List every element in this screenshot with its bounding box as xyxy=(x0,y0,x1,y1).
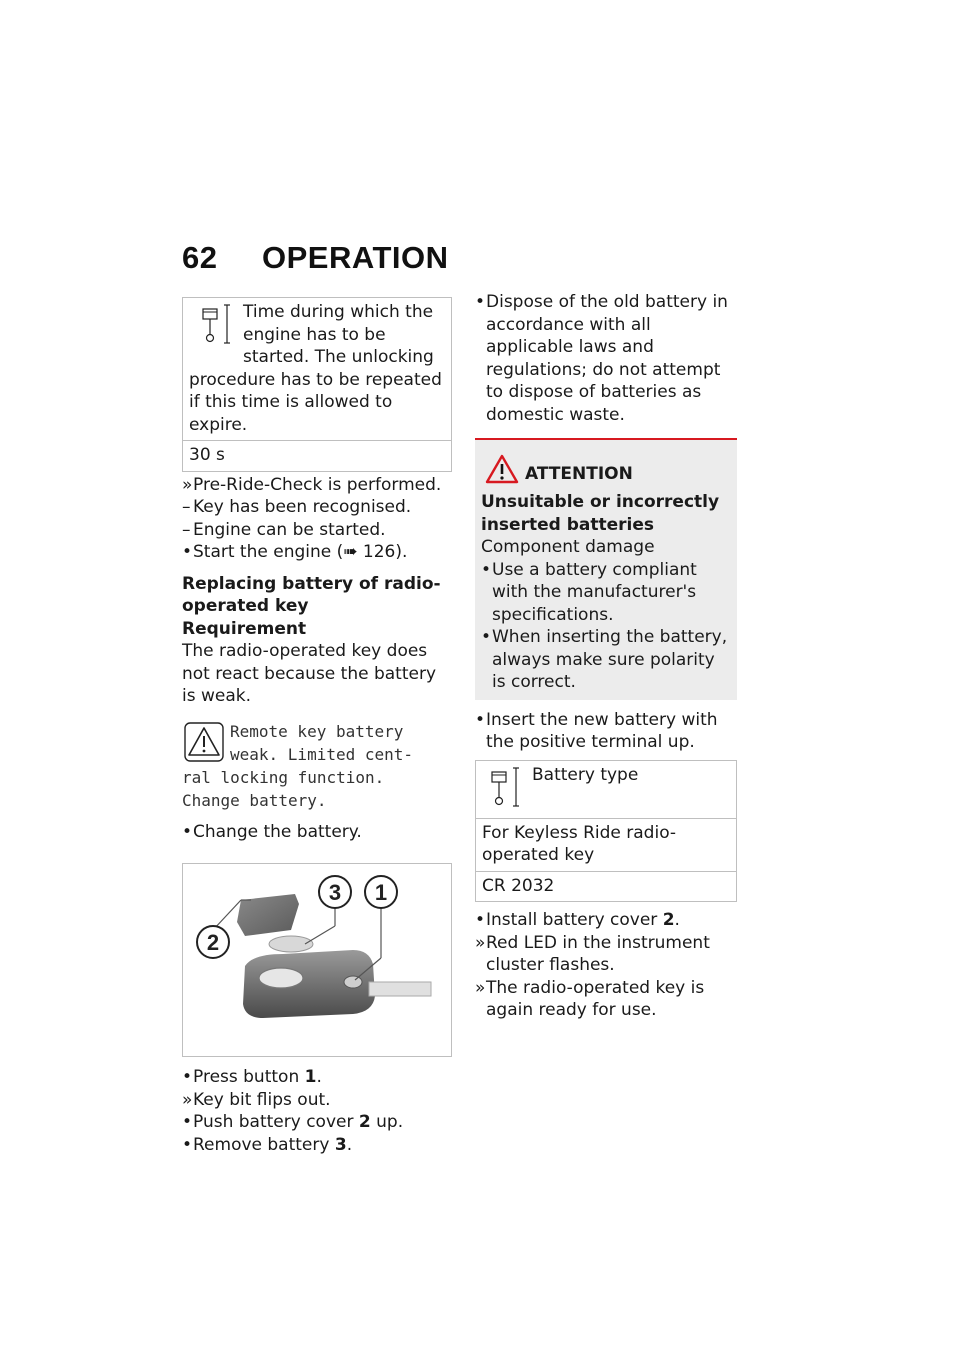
step-text: Key bit flips out. xyxy=(193,1089,331,1110)
step-marker: » xyxy=(475,977,486,998)
bullet-marker: • xyxy=(182,821,193,842)
requirement-text: The radio-operated key does not react because the battery is weak. xyxy=(182,641,437,706)
battery-table-header: Battery type xyxy=(532,764,639,785)
insert-battery-step xyxy=(475,709,737,754)
attention-item-text: When inserting the battery, always make sure polarity is correct. xyxy=(492,627,728,692)
step-text: Remove battery xyxy=(193,1134,335,1155)
step-marker: • xyxy=(182,1067,193,1087)
attention-title: Unsuitable or incorrectly inserted batteries xyxy=(481,492,720,535)
callout-1 xyxy=(365,876,397,908)
step-marker: » xyxy=(182,474,193,495)
remove-step-item xyxy=(182,1089,452,1112)
callout-line-2 xyxy=(213,900,241,930)
coin-battery-shape xyxy=(269,936,313,952)
attention-label: ATTENTION xyxy=(525,464,633,484)
callout-2 xyxy=(197,926,229,958)
battery-type-table xyxy=(475,760,737,903)
attention-item xyxy=(481,559,731,627)
step-text: Push battery cover xyxy=(193,1112,359,1132)
attention-consequence: Component damage xyxy=(481,537,655,557)
bullet-marker: • xyxy=(481,627,492,647)
release-button-shape xyxy=(344,976,362,988)
battery-table-value-cell xyxy=(476,871,736,902)
step-marker: • xyxy=(182,1112,193,1132)
bullet-marker: • xyxy=(475,709,486,730)
step-suffix: . xyxy=(674,910,680,930)
attention-header xyxy=(481,454,731,484)
dispose-text: Dispose of the old battery in accordance with all applicable laws and regulations; do not attempt to dispose of batteries as domestic waste. xyxy=(486,292,728,425)
display-message-line3: ral locking function. xyxy=(182,767,385,787)
step-suffix: . xyxy=(316,1067,322,1087)
spec-description: Time during which the engine has to be started. The unlocking procedure has to be repeated if this time is allowed to expire. xyxy=(189,302,442,435)
final-step-item xyxy=(475,977,737,1022)
step-text: Install battery cover xyxy=(486,910,663,930)
dispose-step xyxy=(475,291,737,426)
battery-table-row-value: CR 2032 xyxy=(482,875,555,896)
key-battery-illustration xyxy=(183,864,451,1056)
left-column xyxy=(182,297,452,1156)
bullet-marker: • xyxy=(481,559,492,580)
start-steps-list xyxy=(182,474,452,564)
spec-value: 30 s xyxy=(189,445,225,465)
page-title: OPERATION xyxy=(262,240,449,275)
svg-text:3: 3 xyxy=(328,880,342,905)
display-message-line4: Change battery. xyxy=(182,790,327,810)
step-marker: • xyxy=(182,542,193,562)
step-marker: » xyxy=(182,1089,193,1110)
section-heading-line2: operated key xyxy=(182,596,309,616)
battery-table-header-cell xyxy=(476,761,736,818)
spec-table xyxy=(182,297,452,472)
page-number: 62 xyxy=(182,240,218,275)
step-text: Red LED in the instrument cluster flashes. xyxy=(486,932,710,975)
bullet-marker: • xyxy=(475,292,486,312)
attention-item-text: Use a battery compliant with the manufacturer's specifications. xyxy=(492,559,697,625)
step-suffix: up. xyxy=(370,1112,404,1132)
key-piston-icon xyxy=(197,303,237,347)
final-steps-list xyxy=(475,909,737,1022)
remove-step-item xyxy=(182,1111,452,1134)
step-reference-number: 2 xyxy=(358,1112,371,1132)
section-heading xyxy=(182,573,452,708)
page-header xyxy=(182,240,449,276)
start-step-item xyxy=(182,541,452,564)
start-step-item xyxy=(182,474,452,497)
remove-battery-steps-list xyxy=(182,1066,452,1156)
attention-item xyxy=(481,626,731,694)
remove-step-item xyxy=(182,1134,452,1157)
step-marker: – xyxy=(182,497,191,517)
step-marker: • xyxy=(182,1134,193,1155)
key-piston-icon xyxy=(486,766,526,810)
callout-3 xyxy=(319,876,351,908)
requirement-heading: Requirement xyxy=(182,618,307,639)
display-message xyxy=(182,720,452,812)
insert-battery-text: Insert the new battery with the positive terminal up. xyxy=(486,709,718,752)
display-message-line2: weak. Limited cent- xyxy=(230,744,414,764)
spec-table-value-cell xyxy=(183,440,451,471)
step-marker: » xyxy=(475,932,486,953)
start-step-item xyxy=(182,519,452,542)
section-heading-line1: Replacing battery of radio- xyxy=(182,573,441,594)
remove-step-item xyxy=(182,1066,452,1089)
key-battery-figure xyxy=(182,863,452,1057)
right-column xyxy=(475,291,737,1022)
final-step-item xyxy=(475,932,737,977)
warning-triangle-red-icon xyxy=(485,454,519,494)
battery-compartment-shape xyxy=(259,968,303,988)
attention-box xyxy=(475,438,737,700)
step-marker: • xyxy=(475,910,486,930)
battery-table-row-label: For Keyless Ride radio-operated key xyxy=(482,822,677,865)
change-battery-step xyxy=(182,821,452,844)
battery-table-label-cell xyxy=(476,818,736,871)
change-battery-text: Change the battery. xyxy=(193,821,362,842)
step-reference-number: 2 xyxy=(662,910,675,930)
step-text: Engine can be started. xyxy=(193,519,386,540)
final-step-item xyxy=(475,909,737,932)
spec-table-description-cell xyxy=(183,298,451,440)
svg-text:2: 2 xyxy=(206,930,220,955)
start-step-item xyxy=(182,496,452,519)
step-reference-number: 3 xyxy=(334,1134,347,1155)
key-blade-shape xyxy=(369,982,431,996)
warning-triangle-icon xyxy=(184,722,224,762)
step-text: Key has been recognised. xyxy=(193,497,412,517)
step-suffix: . xyxy=(346,1134,353,1155)
step-text: Press button xyxy=(193,1067,305,1087)
step-text: The radio-operated key is again ready for use. xyxy=(486,977,705,1020)
attention-items-list xyxy=(481,559,731,694)
svg-text:1: 1 xyxy=(374,880,388,905)
step-text: Start the engine (➠ 126). xyxy=(193,542,408,562)
step-text: Pre-Ride-Check is performed. xyxy=(193,474,442,495)
step-marker: – xyxy=(182,519,191,540)
display-message-line1: Remote key battery xyxy=(230,721,404,741)
step-reference-number: 1 xyxy=(304,1067,317,1087)
